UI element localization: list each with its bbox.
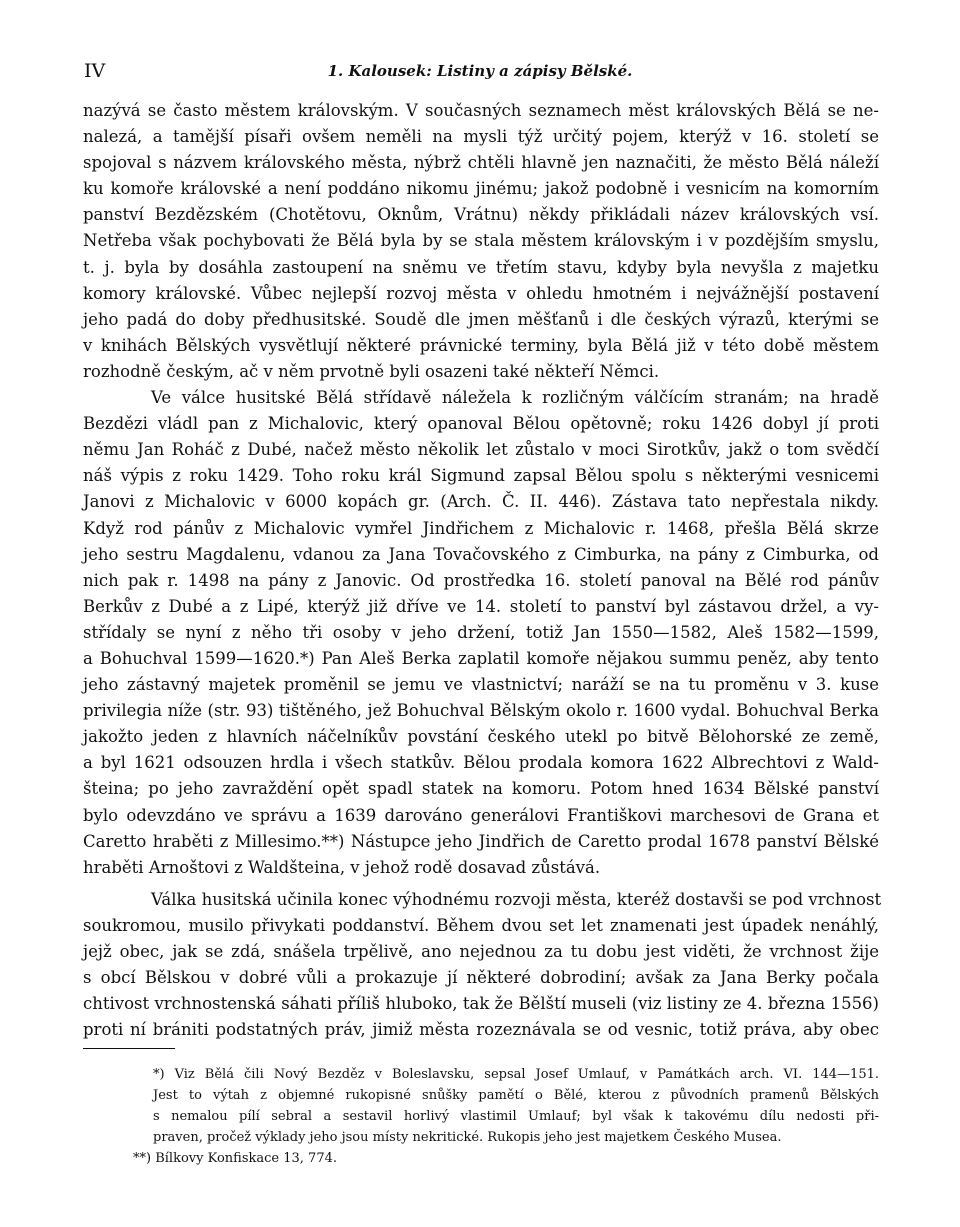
body-text bbox=[83, 98, 882, 1043]
text-line: s obcí Bělskou v dobré vůli a prokazuje jí některé dobrodiní; avšak za Jana Berky počala bbox=[83, 968, 879, 988]
paragraph bbox=[83, 887, 882, 1044]
footnote-line: Jest to výtah z objemné rukopisné snůšky pamětí o Bělé, kterou z původních pramenů Bělských bbox=[153, 1088, 879, 1103]
text-line: a Bohuchval 1599—1620.*) Pan Aleš Berka zaplatil komoře nějakou summu peněz, aby tento bbox=[83, 648, 879, 668]
text-line: šteina; po jeho zavraždění opět spadl statek na komoru. Potom hned 1634 Bělské panství bbox=[83, 779, 879, 799]
text-line: jejž obec, jak se zdá, snášela trpělivě, ano nejednou za tu dobu jest viděti, že vrchnost žije bbox=[83, 942, 879, 961]
text-line: Když rod pánův z Michalovic vymřel Jindřichem z Michalovic r. 1468, přešla Bělá skrze bbox=[83, 518, 879, 538]
text-line: Válka husitská učinila konec výhodnému rozvoji města, kteréž dostavši se pod vrchnost bbox=[151, 889, 882, 909]
text-line: soukromou, musilo přivykati poddanství. Během dvou set let znamenati jest úpadek nenáhlý, bbox=[83, 915, 879, 935]
text-line: bylo odevzdáno ve správu a 1639 darováno generálovi Františkovi marchesovi de Grana et bbox=[83, 805, 879, 825]
text-line: Berkův z Dubé a z Lipé, kterýž již dříve ve 14. století to panství byl zástavou držel, a vy- bbox=[83, 596, 879, 616]
footnote-divider bbox=[83, 1048, 175, 1049]
text-line: nazývá se často městem královským. V současných seznamech měst královských Bělá se ne- bbox=[83, 101, 879, 120]
footnote bbox=[83, 1064, 879, 1148]
running-title: 1. Kalousek: Listiny a zápisy Bělské. bbox=[327, 62, 633, 80]
text-line: v knihách Bělských vysvětlují některé právnické terminy, byla Bělá již v této době městem bbox=[83, 335, 879, 355]
footnote-line: praven, pročež výklady jeho jsou místy nekritické. Rukopis jeho jest majetkem Českého Musea. bbox=[153, 1130, 782, 1145]
footnote-line: *) Viz Bělá čili Nový Bezděz v Boleslavsku, sepsal Josef Umlauf, v Památkách arch. VI. 144—151. bbox=[153, 1067, 879, 1082]
text-line: panství Bezdězském (Chotětovu, Oknům, Vrátnu) někdy přikládali název královských vsí. bbox=[83, 205, 879, 225]
text-line: hraběti Arnoštovi z Waldšteina, v jehož rodě dosavad zůstává. bbox=[83, 857, 601, 877]
text-line: Ve válce husitské Bělá střídavě náležela k rozličným válčícím stranám; na hradě bbox=[151, 388, 879, 408]
footnote bbox=[83, 1148, 879, 1169]
text-line: nalezá, a tamější písaři ovšem neměli na mysli týž určitý pojem, kterýž v 16. století se bbox=[83, 127, 879, 147]
text-line: Bezdězi vládl pan z Michalovic, který opanoval Bělou opětovně; roku 1426 dobyl jí proti bbox=[83, 414, 879, 434]
text-line: t. j. byla by dosáhla zastoupení na sněmu ve třetím stavu, kdyby byla nevyšla z majetku bbox=[83, 257, 879, 277]
text-line: rozhodně českým, ač v něm prvotně byli osazeni také někteří Němci. bbox=[83, 361, 660, 381]
text-line: ku komoře královské a není poddáno nikomu jinému; jakož podobně i vesnicím na komorním bbox=[83, 179, 879, 199]
text-line: proti ní brániti podstatných práv, jimiž města rozeznávala se od vesnic, totiž práva, aby obec bbox=[83, 1020, 879, 1040]
page-number: IV bbox=[84, 60, 106, 82]
text-line: jeho zástavný majetek proměnil se jemu ve vlastnictví; naráží se na tu proměnu v 3. kuse bbox=[83, 675, 879, 695]
text-line: nich pak r. 1498 na pány z Janovic. Od prostředka 16. století panoval na Bělé rod pánův bbox=[83, 570, 879, 590]
text-line: privilegia níže (str. 93) tištěného, jež Bohuchval Bělským okolo r. 1600 vydal. Bohuchval Berka bbox=[83, 701, 879, 721]
text-line: komory královské. Vůbec nejlepší rozvoj města v ohledu hmotném i nejvážnější postavení bbox=[83, 283, 879, 303]
footnote-line: **) Bílkovy Konfiskace 13, 774. bbox=[133, 1151, 337, 1166]
text-line: Janovi z Michalovic v 6000 kopách gr. (Arch. Č. II. 446). Zástava tato nepřestala nikdy. bbox=[83, 492, 879, 512]
text-line: spojoval s názvem královského města, nýbrž chtěli hlavně jen naznačiti, že město Bělá náleží bbox=[83, 153, 879, 173]
text-line: Netřeba však pochybovati že Bělá byla by se stala městem královským i v pozdějším smyslu, bbox=[83, 231, 879, 251]
text-line: němu Jan Roháč z Dubé, načež město několik let zůstalo v moci Sirotkův, jakž o tom svědčí bbox=[83, 440, 879, 460]
paragraph bbox=[83, 385, 879, 881]
text-line: střídaly se nyní z něho tři osoby v jeho držení, totiž Jan 1550—1582, Aleš 1582—1599, bbox=[83, 622, 879, 642]
paragraph bbox=[83, 98, 879, 385]
text-line: chtivost vrchnostenská sáhati příliš hluboko, tak že Bělští museli (viz listiny ze 4. března 1556) bbox=[83, 994, 879, 1014]
text-line: Caretto hraběti z Millesimo.**) Nástupce jeho Jindřich de Caretto prodal 1678 panství Bělské bbox=[83, 831, 879, 851]
footnotes bbox=[83, 1064, 879, 1169]
text-line: náš výpis z roku 1429. Toho roku král Sigmund zapsal Bělou spolu s některými vesnicemi bbox=[83, 466, 879, 486]
text-line: jakožto jeden z hlavních náčelníkův povstání českého utekl po bitvě Bělohorské ze země, bbox=[83, 727, 879, 747]
text-line: a byl 1621 odsouzen hrdla i všech statkův. Bělou prodala komora 1622 Albrechtovi z Wald- bbox=[83, 753, 879, 773]
page-header bbox=[84, 60, 876, 84]
text-line: jeho sestru Magdalenu, vdanou za Jana Tovačovského z Cimburka, na pány z Cimburka, od bbox=[83, 544, 879, 564]
footnote-line: s nemalou pílí sebral a sestavil horlivý vlastimil Umlauf; byl však k takovému dílu nedosti při- bbox=[153, 1109, 879, 1124]
text-line: jeho padá do doby předhusitské. Soudě dle jmen měšťanů i dle českých výrazů, kterými se bbox=[83, 309, 879, 329]
